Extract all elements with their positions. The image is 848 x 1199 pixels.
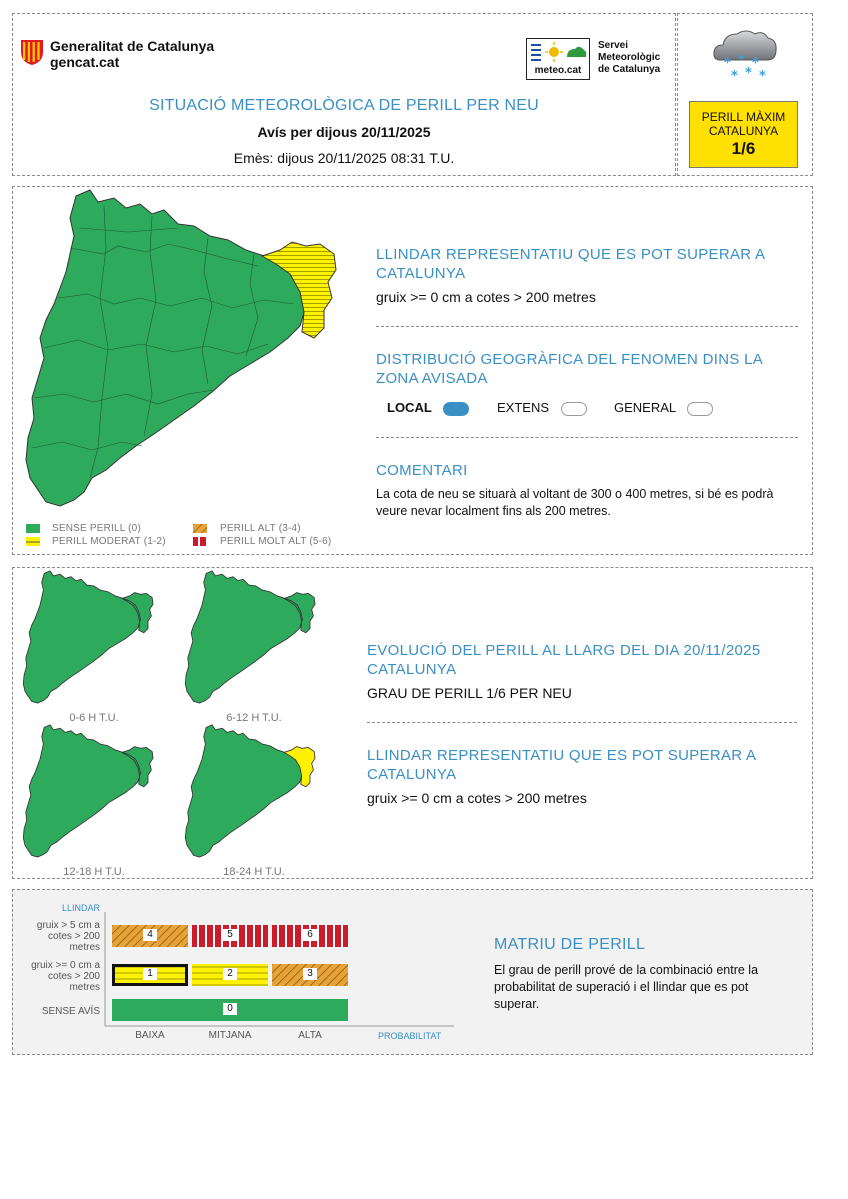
- page-title: SITUACIÓ METEOROLÒGICA DE PERILL PER NEU: [149, 97, 539, 114]
- matrix-row-label: gruix > 5 cm a cotes > 200 metres: [36, 920, 100, 953]
- snow-cloud-icon: [710, 24, 780, 88]
- divider: [367, 722, 797, 723]
- svg-text:*: *: [745, 66, 752, 81]
- smc-name-line3: de Catalunya: [598, 64, 661, 75]
- matrix-row-label: gruix >= 0 cm a cotes > 200 metres: [31, 960, 100, 993]
- warning-day: Avís per dijous 20/11/2025: [257, 124, 431, 140]
- matrix-cell-number: 5: [223, 929, 237, 941]
- period-label-2: 6-12 H T.U.: [226, 712, 282, 724]
- map-green-region: [26, 190, 306, 506]
- map-period-4: [178, 724, 324, 860]
- svg-text:*: *: [759, 69, 766, 84]
- legend-swatch-yellow: [26, 537, 40, 546]
- matrix-description: El grau de perill prové de la combinació entre la probabilitat de superació i el llindar que es pot superar.: [494, 963, 759, 1011]
- comments-text: La cota de neu se situarà al voltant de 300 o 400 metres, si bé es podrà veure nevar localment fins als 200 metres.: [376, 487, 774, 518]
- threshold-title: LLINDAR REPRESENTATIU QUE ES POT SUPERAR A CATALUNYA: [376, 246, 765, 282]
- distribution-toggle-off: [687, 402, 713, 416]
- smc-logo: [526, 38, 590, 80]
- matrix-title: MATRIU DE PERILL: [494, 936, 646, 953]
- distribution-option-local[interactable]: [387, 400, 469, 416]
- legend-label-2: PERILL ALT (3-4): [220, 523, 301, 534]
- distribution-option-label: EXTENS: [497, 400, 550, 415]
- matrix-cell-number: 4: [143, 929, 157, 941]
- matrix-row-label: SENSE AVÍS: [41, 1006, 100, 1017]
- evolution-title: EVOLUCIÓ DEL PERILL AL LLARG DEL DIA 20/11/2025 CATALUNYA: [367, 642, 761, 678]
- max-danger-box: [689, 101, 798, 168]
- svg-text:*: *: [738, 53, 745, 68]
- max-danger-value: 1/6: [731, 139, 756, 158]
- period-label-3: 12-18 H T.U.: [63, 866, 125, 878]
- grade-text: GRAU DE PERILL 1/6 PER NEU: [367, 685, 572, 701]
- legend-label-0: SENSE PERILL (0): [52, 523, 141, 534]
- evolution-threshold-title: LLINDAR REPRESENTATIU QUE ES POT SUPERAR A CATALUNYA: [367, 747, 756, 783]
- distribution-option-general[interactable]: [614, 400, 713, 416]
- distribution-option-extens[interactable]: [497, 400, 587, 416]
- distribution-toggle-on: [443, 402, 469, 416]
- period-label-4: 18-24 H T.U.: [223, 866, 285, 878]
- svg-text:*: *: [752, 56, 759, 71]
- legend-label-1: PERILL MODERAT (1-2): [52, 536, 166, 547]
- matrix-cell-number: 2: [223, 968, 237, 980]
- svg-text:*: *: [724, 56, 731, 71]
- legend-swatch-green: [26, 524, 40, 533]
- svg-text:*: *: [731, 69, 738, 84]
- max-danger-line2: CATALUNYA: [708, 124, 779, 138]
- gencat-logo-icon: [19, 38, 45, 66]
- evolution-threshold-text: gruix >= 0 cm a cotes > 200 metres: [367, 790, 587, 806]
- period-label-1: 0-6 H T.U.: [69, 712, 119, 724]
- matrix-column-label: ALTA: [298, 1030, 322, 1041]
- gencat-name: Generalitat de Catalunya: [50, 38, 215, 54]
- divider: [376, 437, 798, 438]
- comments-title: COMENTARI: [376, 462, 468, 479]
- matrix-cell-number: 3: [303, 968, 317, 980]
- distribution-title: DISTRIBUCIÓ GEOGRÀFICA DEL FENOMEN DINS LA ZONA AVISADA: [376, 351, 763, 387]
- smc-logo-symbols-icon: [529, 41, 587, 63]
- matrix-y-axis-label: LLINDAR: [61, 903, 100, 913]
- distribution-toggle-off: [561, 402, 587, 416]
- map-period-3: [16, 724, 162, 860]
- matrix-x-axis-label: PROBABILITAT: [378, 1031, 442, 1041]
- map-period-2: [178, 570, 324, 706]
- legend-label-3: PERILL MOLT ALT (5-6): [220, 536, 332, 547]
- max-danger-line1: PERILL MÀXIM: [701, 110, 786, 124]
- map-period-1: [16, 570, 162, 706]
- matrix-column-label: MITJANA: [208, 1030, 252, 1041]
- matrix-cell-number: 6: [303, 929, 317, 941]
- smc-name: [598, 40, 660, 76]
- matrix-cell-number: 1: [143, 968, 157, 980]
- matrix-column-label: BAIXA: [135, 1030, 165, 1041]
- divider: [376, 326, 798, 327]
- gencat-url[interactable]: gencat.cat: [50, 54, 120, 70]
- threshold-text: gruix >= 0 cm a cotes > 200 metres: [376, 289, 596, 305]
- catalonia-map: [18, 188, 348, 513]
- legend-swatch-red: [193, 537, 207, 546]
- distribution-option-label: GENERAL: [614, 400, 676, 415]
- smc-name-line1: Servei: [598, 40, 629, 51]
- distribution-option-label: LOCAL: [387, 400, 432, 415]
- matrix-cell-number: 0: [223, 1003, 237, 1015]
- issued-time: Emès: dijous 20/11/2025 08:31 T.U.: [233, 150, 455, 166]
- legend-swatch-orange: [193, 524, 207, 533]
- smc-logo-text: meteo.cat: [534, 65, 582, 76]
- smc-name-line2: Meteorològic: [598, 52, 661, 63]
